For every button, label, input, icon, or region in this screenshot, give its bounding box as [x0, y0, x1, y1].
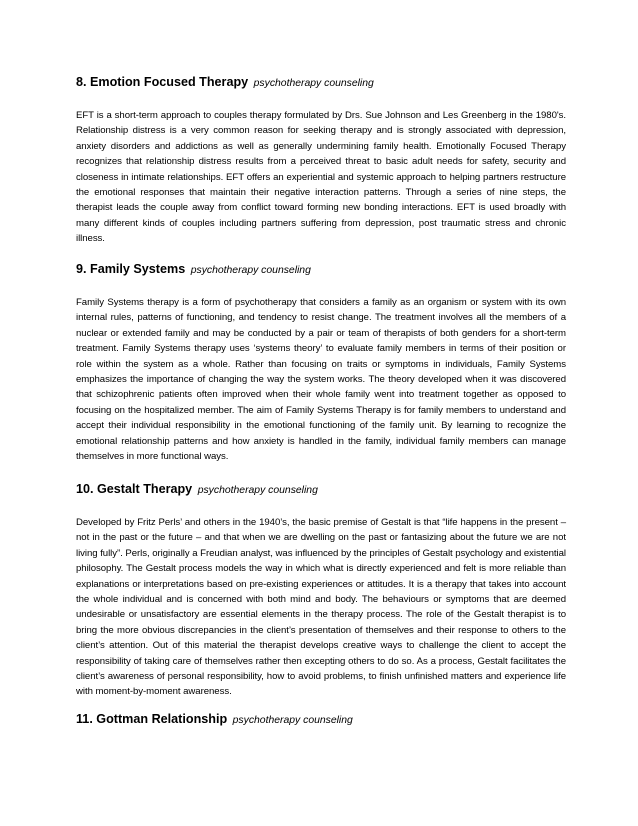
section-body: EFT is a short-term approach to couples therapy formulated by Drs. Sue Johnson and Les Greenberg in the 1980's. Relationship distress is a very common reason for seeking therapy and is strongly associated with depression, anxiety disorders and addictions as well as generally undermining family health. Emotionally Focused Therapy recognizes that relationship distress results from a perceived threat to basic adult needs for safety, security and closeness in intimate relationships. EFT offers an experiential and systemic approach to helping partners restructure the emotional responses that maintain their negative interaction patterns. Through a series of nine steps, the therapist leads the couple away from conflict toward forming new bonding interactions. EFT is used broadly with many different kinds of couples including partners suffering from depression, post traumatic stress and chronic illness.	[76, 110, 566, 245]
section-heading	[76, 711, 566, 729]
section-heading	[76, 261, 566, 279]
section-gottman-relationship	[76, 711, 566, 729]
section-tags: psychotherapy counseling	[232, 715, 353, 726]
section-title: 10. Gestalt Therapy	[76, 482, 193, 496]
section-family-systems	[76, 261, 566, 464]
section-tags: psychotherapy counseling	[190, 265, 311, 276]
section-tags: psychotherapy counseling	[197, 485, 318, 496]
section-heading	[76, 481, 566, 499]
section-body: Developed by Fritz Perls’ and others in the 1940’s, the basic premise of Gestalt is that “life happens in the present – not in the past or the future – and that when we are dwelling on the past or fantasizing about the future we are not living fully”. Perls, originally a Freudian analyst, was influenced by the principles of Gestalt psychology and existential philosophy. The Gestalt process models the way in which what is directly experienced and felt is more reliable than explanations or interpretations based on pre-existing experiences or attitudes. It is a therapy that takes into account the whole individual and is concerned with both mind and body. The behaviours or symptoms that are deemed undesirable or unsatisfactory are essential elements in the therapy process. The role of the Gestalt therapist is to bring the more obvious discrepancies in the client’s presentation of themselves and their response to others to the client’s attention. Out of this material the therapist develops creative ways to challenge the client to accept the responsibility of taking care of themselves rather then excepting others to do so. As a process, Gestalt facilitates the client’s awareness of personal responsibility, how to avoid problems, to finish unfinished matters and experience life with moment-by-moment awareness.	[76, 517, 566, 698]
section-tags: psychotherapy counseling	[253, 78, 374, 89]
section-title: 9. Family Systems	[76, 262, 186, 276]
section-title: 11. Gottman Relationship	[76, 712, 228, 726]
section-title: 8. Emotion Focused Therapy	[76, 75, 249, 89]
section-body: Family Systems therapy is a form of psychotherapy that considers a family as an organism or system with its own internal rules, patterns of functioning, and tendency to resist change. The treatment involves all the members of a nuclear or extended family and may be conducted by a pair or team of therapists of both genders for a short-term treatment. Family Systems therapy uses ‘systems theory’ to evaluate family members in terms of their position or role within the system as a whole. Rather than focusing on traits or symptoms in individuals, Family Systems emphasizes the importance of changing the way the system works. The theory developed when it was discovered that schizophrenic patients often improved when their whole family went into treatment together as opposed to focusing on the hospitalized member. The aim of Family Systems Therapy is for family members to understand and accept their individual responsibility in the emotional functioning of the family unit. By learning to recognize the emotional relationship patterns and how anxiety is handled in the family, individual family members can manage themselves in more functional ways.	[76, 297, 566, 463]
section-heading	[76, 74, 566, 92]
section-emotion-focused-therapy	[76, 74, 566, 247]
section-gestalt-therapy	[76, 481, 566, 700]
